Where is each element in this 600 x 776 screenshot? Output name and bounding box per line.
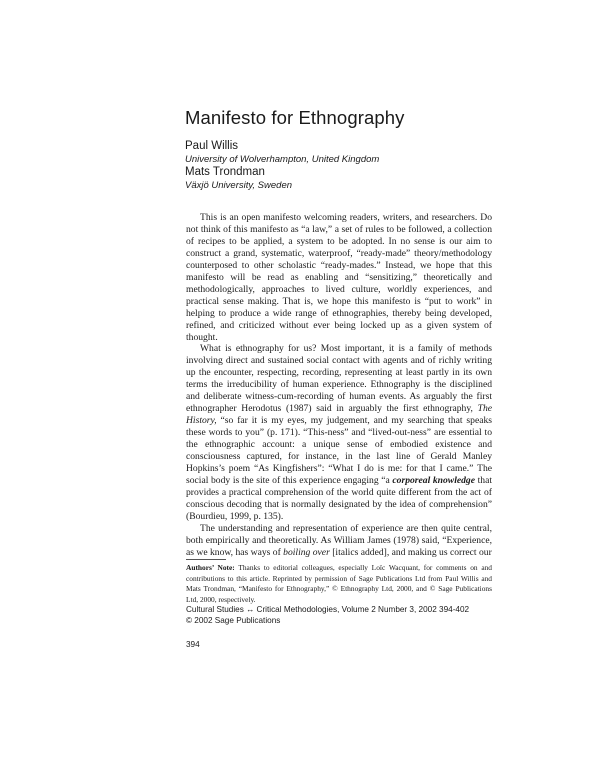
author-affiliation: Växjö University, Sweden [185, 180, 293, 191]
author-name: Paul Willis [185, 140, 239, 152]
body-paragraph: This is an open manifesto welcoming readers, writers, and researchers. Do not think of this manifesto as “a law,” a set of rules to be followed, a collection of recipes to be applied, a system to be adopted. In no sense is our aim to construct a grand, systematic, waterproof, “ready-made” theory/methodology counterposed to other scholastic “ready-mades.” Instead, we hope that this manifesto will be read as enabling and “sensitizing,” theoretically and methodologically, approaches to lived culture, worldly experiences, and practical sense making. That is, we hope this manifesto is “put to work” in helping to produce a wide range of ethnographies, thereby being developed, refined, and criticized without ever being locked up as a given system of thought. [186, 212, 492, 343]
authors-note [186, 563, 492, 605]
author-name: Mats Trondman [185, 166, 265, 178]
body-paragraph: What is ethnography for us? Most important, it is a family of methods involving direct and sustained social contact with agents and of richly writing up the encounter, respecting, recording, representing at least partly in its own terms the irreducibility of human experience. Ethnography is the disciplined and deliberate witness-cum-recording of human events. As arguably the first ethnographer Herodotus (1987) said in arguably the first ethnography, The History, “so far it is my eyes, my judgement, and my searching that speaks these words to you” (p. 171). “This-ness” and “lived-out-ness” are essential to the ethnographic account: a unique sense of embodied existence and consciousness captured, for instance, in the last line of Gerald Manley Hopkins’s poem “As Kingfishers”: “What I do is me: for that I came.” The social body is the site of this experience engaging “a corporeal knowledge that provides a practical comprehension of the world quite different from the act of conscious decoding that is normally designated by the idea of comprehension” (Bourdieu, 1999, p. 135). [186, 343, 493, 522]
article-body [186, 212, 492, 559]
body-paragraph: The understanding and representation of experience are then quite central, both empirically and theoretically. As William James (1978) said, “Experience, as we know, has ways of boiling over [italics added], and making us correct our [186, 522, 492, 558]
footnote-divider [186, 559, 226, 560]
author-affiliation: University of Wolverhampton, United Kingdom [185, 154, 380, 165]
page-number: 394 [186, 640, 200, 649]
copyright-line: © 2002 Sage Publications [186, 615, 281, 625]
note-text: Thanks to editorial colleagues, especially Loïc Wacquant, for comments on and contributions to this article. Reprinted by permission of Sage Publications Ltd from Paul Willis and Mats Trondman, “Manifesto for Ethnography,” © Ethnography Ltd, 2000, and © Sage Publications Ltd, 2000, respectively. [186, 563, 492, 604]
journal-citation [186, 605, 506, 627]
journal-citation-line: Cultural Studies ↔ Critical Methodologies, Volume 2 Number 3, 2002 394-402 [186, 605, 470, 614]
article-title: Manifesto for Ethnography [185, 107, 405, 128]
note-label: Authors’ Note: [186, 563, 235, 572]
